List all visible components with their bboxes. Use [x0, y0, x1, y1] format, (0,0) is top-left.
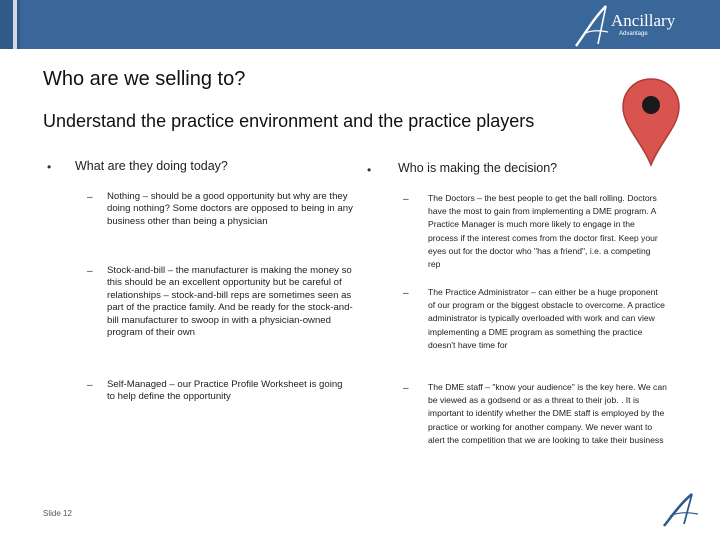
- logo-text: Ancillary: [611, 11, 676, 30]
- list-item: Self-Managed – our Practice Profile Worksheet is going to help define the opportunity: [107, 379, 343, 403]
- dash: –: [87, 266, 93, 277]
- dash: –: [87, 192, 93, 203]
- right-heading: Who is making the decision?: [398, 161, 558, 175]
- logo-subtext: Advantage: [619, 31, 648, 37]
- dash: –: [403, 288, 409, 299]
- corner-logo-icon: [658, 490, 702, 530]
- map-pin-icon: [620, 76, 682, 168]
- list-item: The DME staff – "know your audience" is the key here. We can be viewed as a godsend or as a threat to their job. . It is important to identify whether the DME staff is employed by the practice or working for another company. We never want to alert the competition that we are looking to take their business: [428, 382, 667, 445]
- list-item: The Practice Administrator – can either be a huge proponent of our program or the biggest obstacle to overcome. A practice administrator is typically overloaded with work and can view implementing a DME program as something the practice doesn't have time for: [428, 287, 665, 350]
- header-left-block: [0, 0, 20, 49]
- list-item: The Doctors – the best people to get the ball rolling. Doctors have the most to gain from implementing a DME program. A Practice Manager is much more likely to engage in the process if the interest comes from the doctor first. Keep your eyes out for the doctor who "has a friend", i.e. a competing rep: [428, 193, 658, 270]
- dash: –: [87, 380, 93, 391]
- page-title: Who are we selling to?: [43, 68, 246, 90]
- left-heading: What are they doing today?: [75, 159, 228, 173]
- ancillary-logo-icon: [572, 4, 612, 48]
- header-bar: [0, 0, 720, 49]
- bullet: •: [367, 163, 372, 177]
- dash: –: [403, 194, 409, 205]
- list-item: Nothing – should be a good opportunity but why are they doing nothing? Some doctors are opposed to being in any business other than being a physician: [107, 191, 353, 227]
- dash: –: [403, 383, 409, 394]
- company-logo: [572, 4, 712, 50]
- list-item: Stock-and-bill – the manufacturer is making the money so this should be an excellent opportunity but be careful of relationships – stock-and-bill reps are sometimes seen as part of the practice family. And be ready for the stock-and-bill manufacturer to swoop in with a physician-owned program of their own: [107, 265, 353, 339]
- slide-number: Slide 12: [43, 509, 72, 518]
- page-subtitle: Understand the practice environment and the practice players: [43, 111, 535, 131]
- header-accent-line: [13, 0, 17, 49]
- bullet: •: [47, 160, 52, 174]
